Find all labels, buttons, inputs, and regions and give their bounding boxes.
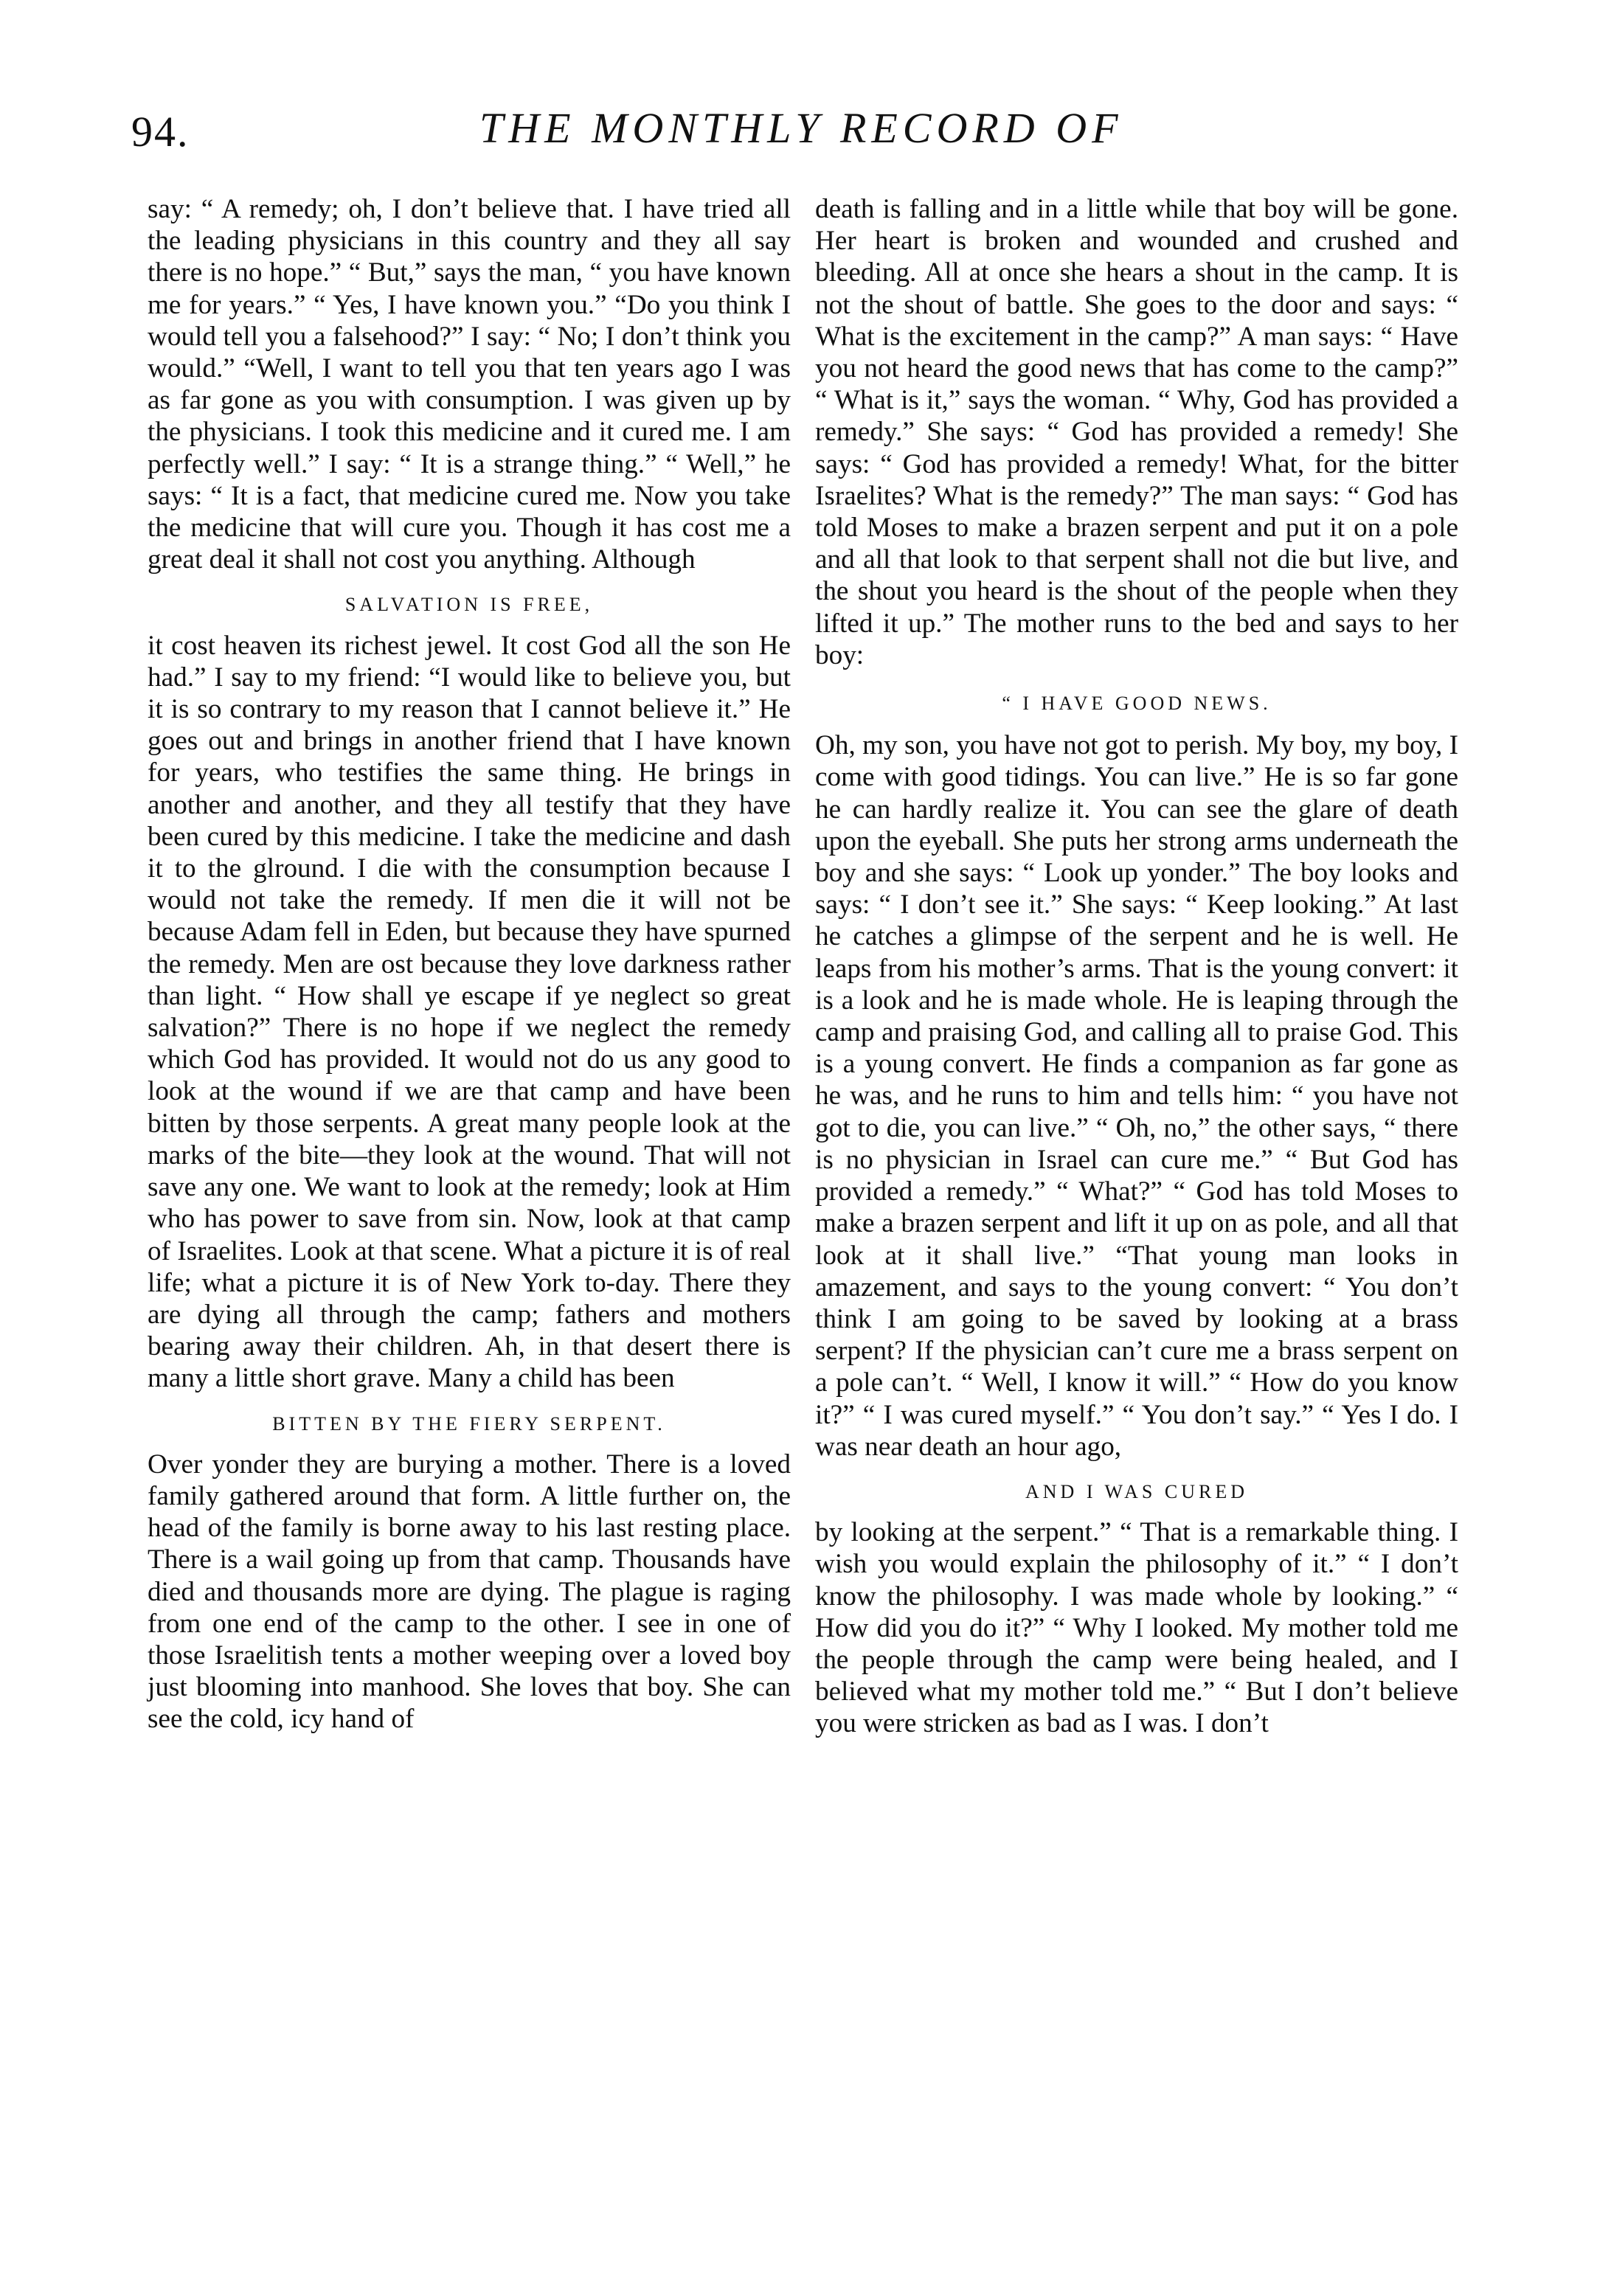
- right-column: [815, 193, 1458, 1740]
- paragraph: say: “ A remedy; oh, I don’t believe that. I have tried all the leading physicians in this country and they all say there is no hope.” “ But,” says the man, “ you have known me for years.” “ Yes, I have known you.” “Do you think I would tell you a falsehood?” I say: “ No; I don’t think you would.” “Well, I want to tell you that ten years ago I was as far gone as you with consumption. I was given up by the physicians. I took this medicine and it cured me. I am perfectly well.” I say: “ It is a strange thing.” “ Well,” he says: “ It is a fact, that medicine cured me. Now you take the medicine that will cure you. Though it has cost me a great deal it shall not cost you anything. Although: [148, 194, 791, 575]
- paragraph: Over yonder they are burying a mother. There is a loved family gathered around that form. A little further on, the head of the family is borne away to his last resting place. There is a wail going up from that camp. Thousands have died and thousands more are dying. The plague is raging from one end of the camp to the other. I see in one of those Israelitish tents a mother weeping over a loved boy just blooming into manhood. She loves that boy. She can see the cold, icy hand of: [148, 1449, 791, 1735]
- section-heading: AND I WAS CURED: [1025, 1480, 1249, 1502]
- page-number: 94.: [131, 108, 190, 156]
- section-heading: “ I HAVE GOOD NEWS.: [1002, 693, 1272, 715]
- left-column: [148, 193, 791, 1735]
- paragraph: by looking at the serpent.” “ That is a remarkable thing. I wish you would explain the philosophy of it.” “ I don’t know the philosophy. I was made whole by looking.” “ How did you do it?” “ Why I looked. My mother told me the people through the camp were being healed, and I believed what my mother told me.” “ But I don’t believe you were stricken as bad as I was. I don’t: [815, 1517, 1458, 1739]
- running-title: THE MONTHLY RECORD OF: [479, 104, 1123, 152]
- paragraph: Oh, my son, you have not got to perish. My boy, my boy, I come with good tidings. You can live.” He is so far gone he can hardly realize it. You can see the glare of death upon the eyeball. She puts her strong arms underneath the boy and she says: “ Look up yonder.” The boy looks and says: “ I don’t see it.” She says: “ Keep looking.” At last he catches a glimpse of the serpent and he is well. He leaps from his mother’s arms. That is the young convert: it is a look and he is made whole. He is leaping through the camp and praising God, and calling all to praise God. This is a young convert. He finds a companion as far gone as he was, and he runs to him and tells him: “ you have not got to die, you can live.” “ Oh, no,” the other says, “ there is no physician in Israel can cure me.” “ But God has provided a remedy.” “ What?” “ God has told Moses to make a brazen serpent and lift it up on as pole, and all that look at it shall live.” “That young man looks in amazement, and says to the young convert: “ You don’t think I am going to be saved by looking at a brass serpent? If the physician can’t cure me a brass serpent on a pole can’t. “ Well, I know it will.” “ How do you know it?” “ I was cured myself.” “ You don’t say.” “ Yes I do. I was near death an hour ago,: [815, 730, 1458, 1462]
- section-heading: BITTEN BY THE FIERY SERPENT.: [272, 1412, 666, 1435]
- paragraph: it cost heaven its richest jewel. It cost God all the son He had.” I say to my friend: “I would like to believe you, but it is so contrary to my reason that I cannot believe it.” He goes out and brings in another friend that I have known for years, who testifies the same thing. He brings in another and another, and they all testify that they have been cured by this medicine. I take the medicine and dash it to the glround. I die with the consumption because I would not take the remedy. If men die it will not be because Adam fell in Eden, but because they have spurned the remedy. Men are ost because they love darkness rather than light. “ How shall ye escape if ye neglect so great salvation?” There is no hope if we neglect the remedy which God has provided. It would not do us any good to look at the wound if we are that camp and have been bitten by those serpents. A great many people look at the marks of the bite—they look at the wound. That will not save any one. We want to look at the remedy; look at Him who has power to save from sin. Now, look at that camp of Israelites. Look at that scene. What a picture it is of real life; what a picture it is of New York to-day. There they are dying all through the camp; fathers and mothers bearing away their children. Ah, in that desert there is many a little short grave. Many a child has been: [148, 630, 791, 1394]
- section-heading: SALVATION IS FREE,: [344, 594, 594, 616]
- paragraph: death is falling and in a little while that boy will be gone. Her heart is broken and wounded and crushed and bleeding. All at once she hears a shout in the camp. It is not the shout of battle. She goes to the door and says: “ What is the excitement in the camp?” A man says: “ Have you not heard the good news that has come to the camp?” “ What is it,” says the woman. “ Why, God has provided a remedy.” She says: “ God has provided a remedy! She says: “ God has provided a remedy! What, for the bitter Israelites? What is the remedy?” The man says: “ God has told Moses to make a brazen serpent and put it on a pole and all that look to that serpent shall not die but live, and the shout you heard is the shout of the people when they lifted it up.” The mother runs to the bed and says to her boy:: [815, 194, 1458, 670]
